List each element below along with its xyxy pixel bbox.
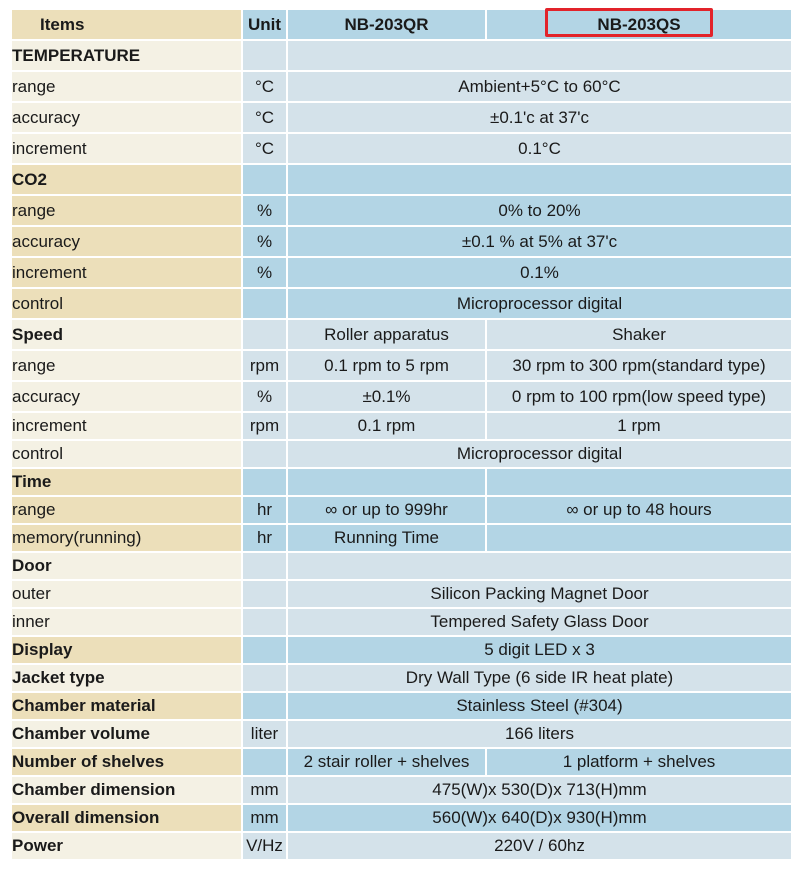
section-row-temperature — [12, 41, 791, 70]
header-row — [12, 10, 791, 39]
section-title: CO2 — [12, 165, 241, 194]
table-row: memory(running) hr Running Time — [12, 525, 791, 551]
section-row-time — [12, 469, 791, 495]
table-row: outer Silicon Packing Magnet Door — [12, 581, 791, 607]
table-row: Jacket type Dry Wall Type (6 side IR heat plate) — [12, 665, 791, 691]
table-row: control Microprocessor digital — [12, 289, 791, 318]
table-row: Overall dimension mm 560(W)x 640(D)x 930(H)mm — [12, 805, 791, 831]
table-row: range °C Ambient+5°C to 60°C — [12, 72, 791, 101]
table-row: accuracy % ±0.1% 0 rpm to 100 rpm(low speed type) — [12, 382, 791, 411]
table-row: inner Tempered Safety Glass Door — [12, 609, 791, 635]
header-unit: Unit — [243, 10, 286, 39]
spec-table — [10, 8, 793, 861]
table-row: Chamber dimension mm 475(W)x 530(D)x 713(H)mm — [12, 777, 791, 803]
section-row-speed: Speed Roller apparatus Shaker — [12, 320, 791, 349]
section-title: Door — [12, 553, 241, 579]
table-row: control Microprocessor digital — [12, 441, 791, 467]
table-row: range hr ∞ or up to 999hr ∞ or up to 48 hours — [12, 497, 791, 523]
table-row: range % 0% to 20% — [12, 196, 791, 225]
table-row: range rpm 0.1 rpm to 5 rpm 30 rpm to 300 rpm(standard type) — [12, 351, 791, 380]
table-row: accuracy °C ±0.1'c at 37'c — [12, 103, 791, 132]
section-row-co2 — [12, 165, 791, 194]
table-row: Power V/Hz 220V / 60hz — [12, 833, 791, 859]
section-title: Time — [12, 469, 241, 495]
table-row: increment % 0.1% — [12, 258, 791, 287]
table-row: accuracy % ±0.1 % at 5% at 37'c — [12, 227, 791, 256]
section-title: TEMPERATURE — [12, 41, 241, 70]
table-row: Number of shelves 2 stair roller + shelves 1 platform + shelves — [12, 749, 791, 775]
table-row: increment °C 0.1°C — [12, 134, 791, 163]
section-title: Speed — [12, 320, 241, 349]
section-row-door — [12, 553, 791, 579]
header-model-qr: NB-203QR — [288, 10, 485, 39]
table-row: increment rpm 0.1 rpm 1 rpm — [12, 413, 791, 439]
table-row: Chamber volume liter 166 liters — [12, 721, 791, 747]
table-row: Display 5 digit LED x 3 — [12, 637, 791, 663]
header-items: Items — [12, 10, 241, 39]
table-row: Chamber material Stainless Steel (#304) — [12, 693, 791, 719]
header-model-qs: NB-203QS — [487, 10, 791, 39]
